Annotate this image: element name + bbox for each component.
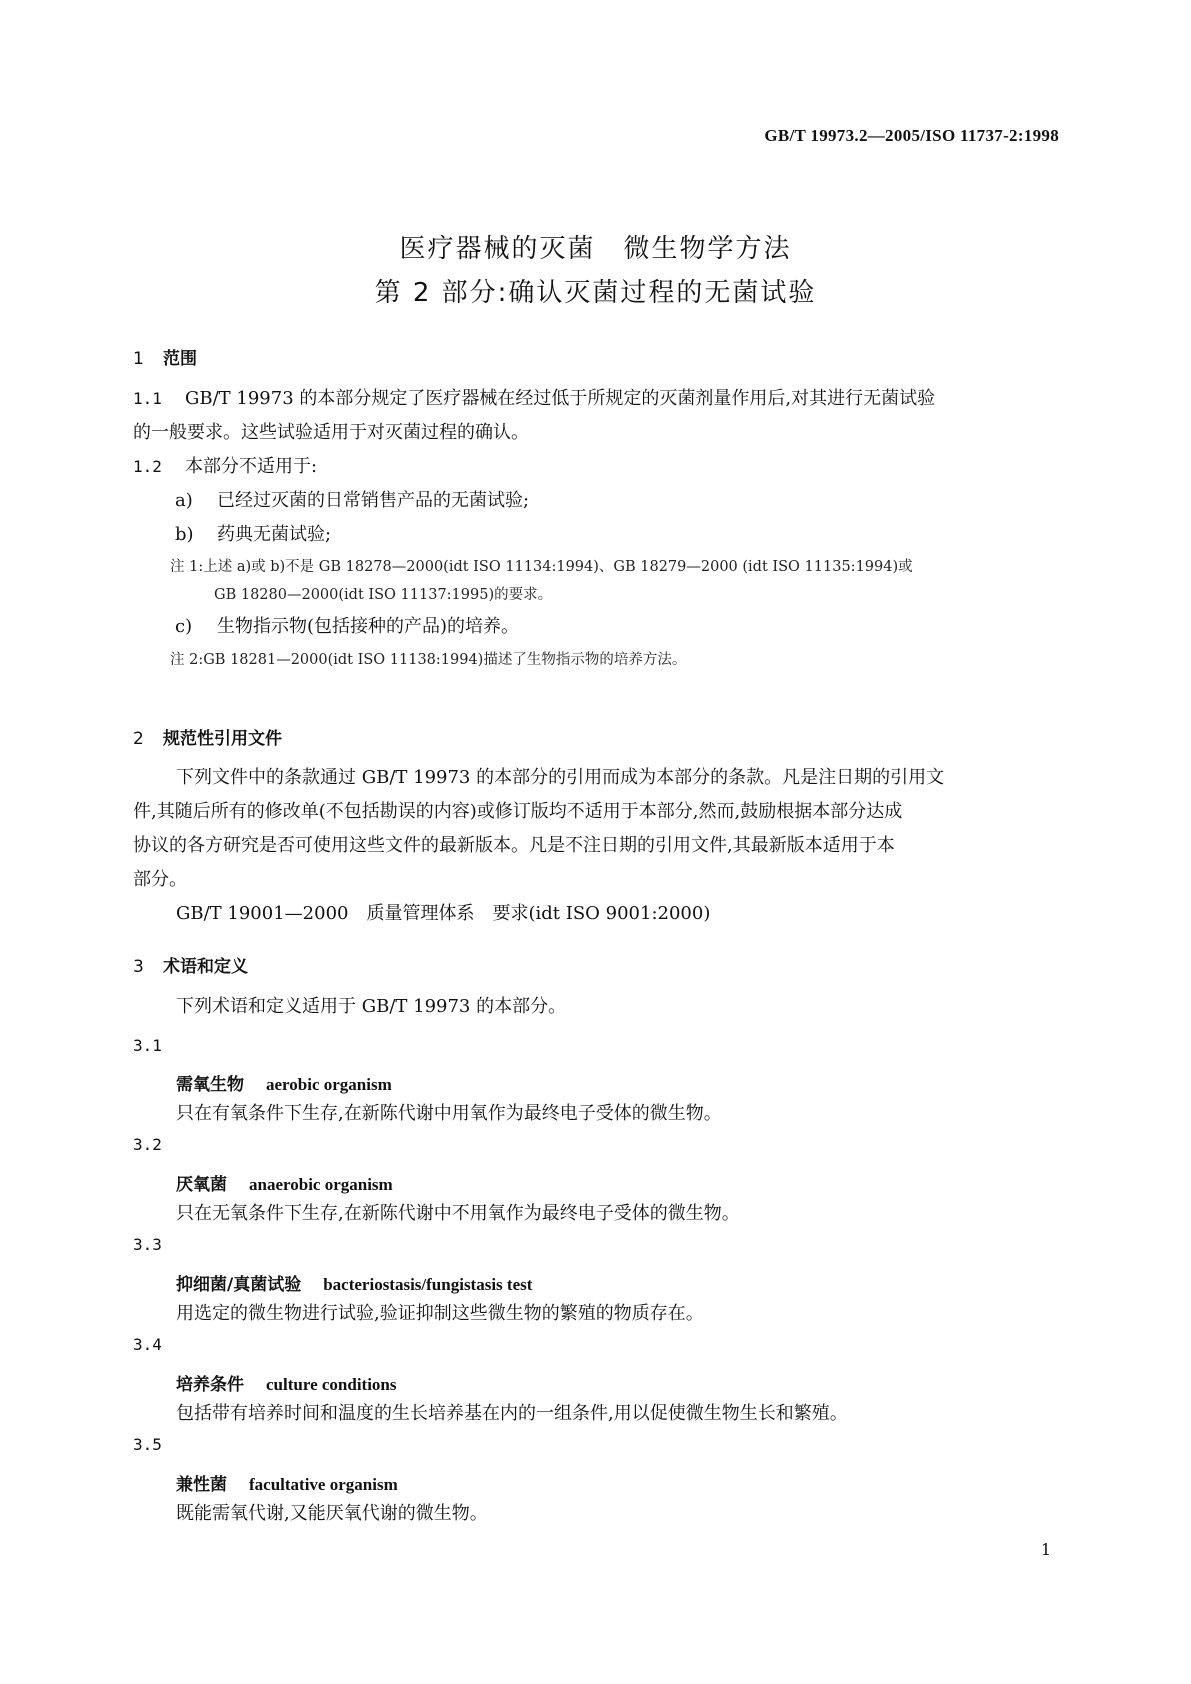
term-number: 3.2 — [133, 1135, 162, 1154]
list-item-label: a) — [175, 490, 193, 511]
clause-1-1-line-1 — [133, 382, 935, 416]
term-definition: 用选定的微生物进行试验,验证抑制这些微生物的繁殖的物质存在。 — [176, 1303, 704, 1324]
section-number: 3 — [133, 957, 144, 977]
section-number: 2 — [133, 729, 144, 749]
term-en: facultative organism — [249, 1475, 398, 1494]
section-title: 范围 — [163, 349, 197, 369]
term-zh: 培养条件 — [176, 1375, 244, 1395]
paragraph-line-2: 件,其随后所有的修改单(不包括勘误的内容)或修订版均不适用于本部分,然而,鼓励根据本部分达成 — [133, 801, 903, 822]
page-number: 1 — [1040, 1540, 1051, 1559]
term-zh: 抑细菌/真菌试验 — [176, 1275, 302, 1295]
section-3-heading — [133, 952, 248, 977]
list-item-text: 已经过灭菌的日常销售产品的无菌试验; — [217, 490, 530, 511]
clause-text: GB/T 19973 的本部分规定了医疗器械在经过低于所规定的灭菌剂量作用后,对其进行无菌试验 — [185, 388, 936, 409]
note-1-line-1: 注 1:上述 a)或 b)不是 GB 18278—2000(idt ISO 11134:1994)、GB 18279—2000 (idt ISO 11135:1994)或 — [170, 559, 913, 575]
term-definition: 只在无氧条件下生存,在新陈代谢中不用氧作为最终电子受体的微生物。 — [176, 1203, 740, 1224]
term-en: aerobic organism — [266, 1075, 392, 1094]
clause-1-2 — [133, 450, 317, 484]
list-item-c — [175, 610, 519, 644]
list-item-text: 药典无菌试验; — [217, 524, 332, 545]
list-item-a — [175, 484, 529, 518]
term-definition: 只在有氧条件下生存,在新陈代谢中用氧作为最终电子受体的微生物。 — [176, 1103, 722, 1124]
clause-text: 本部分不适用于: — [185, 456, 318, 477]
note-2: 注 2:GB 18281—2000(idt ISO 11138:1994)描述了生物指示物的培养方法。 — [170, 652, 687, 668]
term-zh: 厌氧菌 — [176, 1175, 227, 1195]
term-heading — [176, 1270, 532, 1295]
term-zh: 需氧生物 — [176, 1075, 244, 1095]
paragraph-line-1: 下列文件中的条款通过 GB/T 19973 的本部分的引用而成为本部分的条款。凡是注日期的引用文 — [176, 767, 945, 788]
term-heading — [176, 1370, 397, 1395]
section-number: 1 — [133, 349, 144, 369]
section-title: 规范性引用文件 — [163, 729, 282, 749]
term-number: 3.3 — [133, 1235, 162, 1254]
standard-code: GB/T 19973.2—2005/ISO 11737-2:1998 — [764, 126, 1059, 145]
clause-number: 1.1 — [133, 389, 162, 408]
term-heading — [176, 1070, 392, 1095]
title-line-1: 医疗器械的灭菌 微生物学方法 — [399, 234, 792, 264]
list-item-b — [175, 518, 331, 552]
clause-number: 1.2 — [133, 457, 162, 476]
terms-intro: 下列术语和定义适用于 GB/T 19973 的本部分。 — [176, 996, 567, 1017]
term-number: 3.1 — [133, 1036, 162, 1055]
term-en: culture conditions — [266, 1375, 397, 1394]
term-number: 3.4 — [133, 1335, 162, 1354]
list-item-label: b) — [175, 524, 194, 545]
section-2-heading — [133, 724, 282, 749]
list-item-text: 生物指示物(包括接种的产品)的培养。 — [217, 616, 520, 637]
term-heading — [176, 1170, 393, 1195]
section-title: 术语和定义 — [163, 957, 248, 977]
term-heading — [176, 1470, 398, 1495]
clause-1-1-line-2: 的一般要求。这些试验适用于对灭菌过程的确认。 — [133, 422, 529, 443]
term-definition: 既能需氧代谢,又能厌氧代谢的微生物。 — [176, 1503, 488, 1524]
title-line-2: 第 2 部分:确认灭菌过程的无菌试验 — [374, 278, 817, 308]
list-item-label: c) — [175, 616, 193, 637]
term-en: anaerobic organism — [249, 1175, 393, 1194]
term-definition: 包括带有培养时间和温度的生长培养基在内的一组条件,用以促使微生物生长和繁殖。 — [176, 1403, 848, 1424]
paragraph-line-3: 协议的各方研究是否可使用这些文件的最新版本。凡是不注日期的引用文件,其最新版本适用于本 — [133, 835, 895, 856]
term-zh: 兼性菌 — [176, 1475, 227, 1495]
section-1-heading — [133, 344, 197, 369]
note-1-line-2: GB 18280—2000(idt ISO 11137:1995)的要求。 — [214, 587, 553, 603]
paragraph-line-4: 部分。 — [133, 869, 187, 890]
term-number: 3.5 — [133, 1435, 162, 1454]
term-en: bacteriostasis/fungistasis test — [323, 1275, 533, 1294]
normative-reference: GB/T 19001—2000 质量管理体系 要求(idt ISO 9001:2000) — [176, 903, 711, 924]
